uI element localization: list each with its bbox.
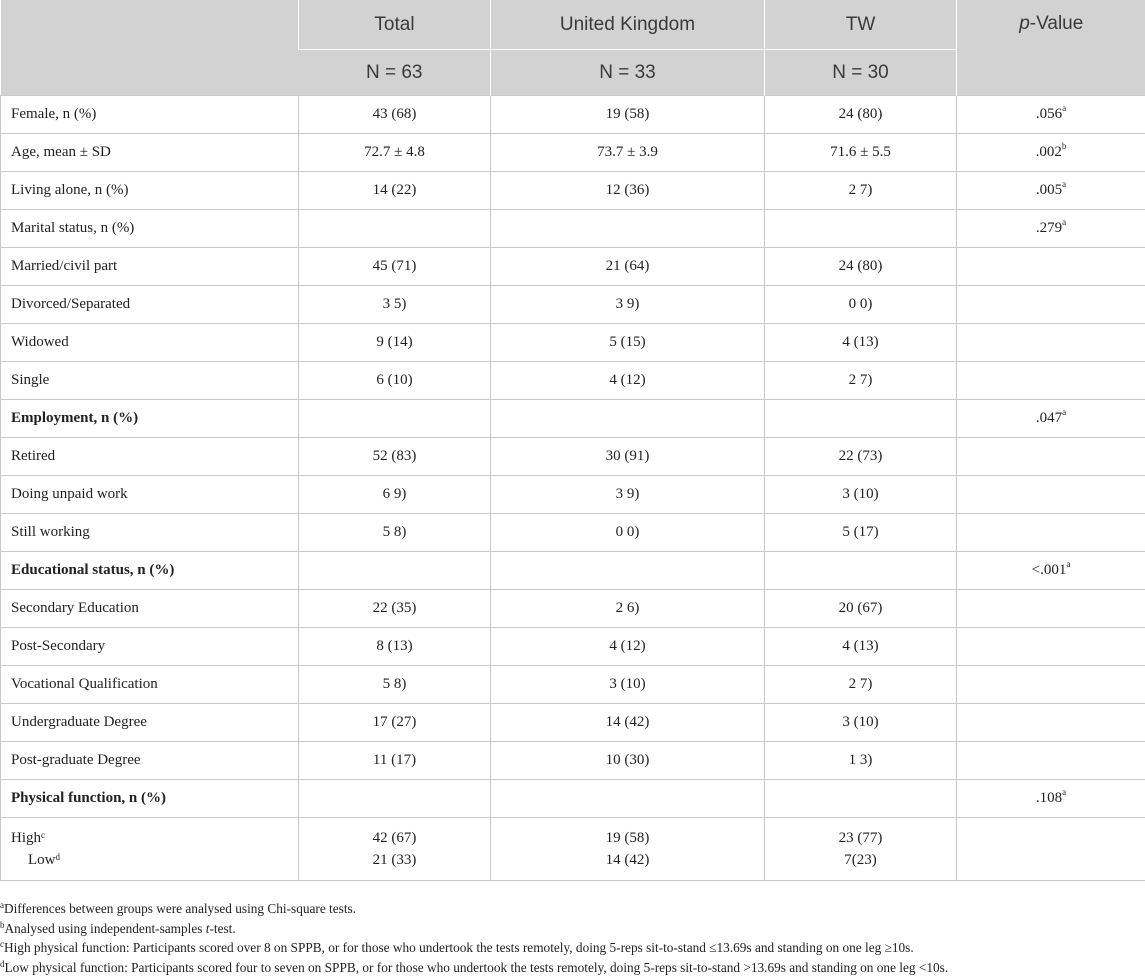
cell-p-value: .005$^a$: [957, 172, 1145, 210]
cell-uk: [491, 780, 765, 818]
header-row-groups: [1, 0, 1145, 50]
footnote-d: $^d$Low physical function: Participants scored four to seven on SPPB, or for those who undertook the tests remotely, doing 5-reps sit-to-stand >13.69s and standing on one leg <10s.: [0, 958, 949, 975]
row-label: Physical function, n (%): [1, 780, 299, 818]
table-row: [1, 552, 1145, 590]
cell-total: 14 (22): [299, 172, 491, 210]
cell-uk: [491, 400, 765, 438]
cell-total: 3 5): [299, 286, 491, 324]
cell-uk: 2 6): [491, 590, 765, 628]
cell-uk: 21 (64): [491, 248, 765, 286]
cell-tw: 5 (17): [765, 514, 957, 552]
cell-tw: 20 (67): [765, 590, 957, 628]
table-row: [1, 628, 1145, 666]
table-row: [1, 780, 1145, 818]
footnote-c: $^c$High physical function: Participants scored over 8 on SPPB, or for those who undertook the tests remotely, doing 5-reps sit-to-stand ≤13.69s and standing on one leg ≥10s.: [0, 939, 914, 955]
table-row: [1, 362, 1145, 400]
cell-tw: 3 (10): [765, 476, 957, 514]
cell-p-value: [957, 286, 1145, 324]
table-row: [1, 476, 1145, 514]
table-row-physical-levels: [1, 818, 1145, 881]
table-row: [1, 134, 1145, 172]
row-label: Divorced/Separated: [1, 286, 299, 324]
cell-total: 5 8): [299, 666, 491, 704]
cell-tw: 71.6 ± 5.5: [765, 134, 957, 172]
cell-total: [299, 552, 491, 590]
cell-total: 45 (71): [299, 248, 491, 286]
cell-tw: 2 7): [765, 172, 957, 210]
cell-tw: 0 0): [765, 286, 957, 324]
table-row: [1, 286, 1145, 324]
header-n-total: N = 63: [299, 50, 491, 96]
cell-uk: 3 (10): [491, 666, 765, 704]
cell-uk: [491, 210, 765, 248]
row-label: Educational status, n (%): [1, 552, 299, 590]
cell-p-value: [957, 590, 1145, 628]
cell-uk: 30 (91): [491, 438, 765, 476]
cell-p-value: <.001$^a$: [957, 552, 1145, 590]
cell-p-value: [957, 514, 1145, 552]
header-uk: United Kingdom: [491, 0, 765, 50]
table-row: [1, 248, 1145, 286]
cell-p-value: [957, 248, 1145, 286]
header-n-tw: N = 30: [765, 50, 957, 96]
cell-p-value: .108$^a$: [957, 780, 1145, 818]
label-high: High$^c$: [11, 830, 45, 846]
cell-total: 8 (13): [299, 628, 491, 666]
cell-uk: 3 9): [491, 286, 765, 324]
cell-total: 6 9): [299, 476, 491, 514]
header-blank-cell: [1, 0, 299, 96]
cell-uk: 4 (12): [491, 628, 765, 666]
cell-tw: 4 (13): [765, 324, 957, 362]
row-label: Post-graduate Degree: [1, 742, 299, 780]
header-tw: TW: [765, 0, 957, 50]
cell-total: 52 (83): [299, 438, 491, 476]
cell-uk-physical-levels: 19 (58) 14 (42): [491, 818, 765, 881]
cell-total: 9 (14): [299, 324, 491, 362]
cell-tw: 2 7): [765, 666, 957, 704]
row-label: Undergraduate Degree: [1, 704, 299, 742]
footnote-a: $^a$Differences between groups were analysed using Chi-square tests.: [0, 900, 357, 916]
row-label: Single: [1, 362, 299, 400]
cell-uk: 12 (36): [491, 172, 765, 210]
cell-total: 5 8): [299, 514, 491, 552]
table-row: [1, 172, 1145, 210]
row-label: Widowed: [1, 324, 299, 362]
row-label: Married/civil part: [1, 248, 299, 286]
cell-tw: 3 (10): [765, 704, 957, 742]
cell-p-physical-levels: [957, 818, 1145, 881]
header-n-uk: N = 33: [491, 50, 765, 96]
cell-total: 22 (35): [299, 590, 491, 628]
table-row: [1, 210, 1145, 248]
cell-p-value: [957, 438, 1145, 476]
cell-uk: 19 (58): [491, 96, 765, 134]
cell-tw: [765, 780, 957, 818]
row-label: Doing unpaid work: [1, 476, 299, 514]
cell-p-value: [957, 628, 1145, 666]
row-label-physical-levels: [1, 818, 299, 881]
cell-tw: 24 (80): [765, 248, 957, 286]
cell-tw-physical-levels: 23 (77) 7(23): [765, 818, 957, 881]
cell-uk: 4 (12): [491, 362, 765, 400]
table-body: [1, 96, 1145, 881]
cell-tw: [765, 552, 957, 590]
row-label: Employment, n (%): [1, 400, 299, 438]
cell-p-value: [957, 666, 1145, 704]
table-header: [1, 0, 1145, 96]
cell-total: [299, 400, 491, 438]
cell-tw: 4 (13): [765, 628, 957, 666]
row-label: Retired: [1, 438, 299, 476]
footnote-b: $^b$Analysed using independent-samples t-test.: [0, 919, 236, 936]
cell-uk: [491, 552, 765, 590]
table-row: [1, 590, 1145, 628]
row-label: Vocational Qualification: [1, 666, 299, 704]
cell-tw: 24 (80): [765, 96, 957, 134]
header-pvalue: [957, 0, 1145, 96]
cell-total: 11 (17): [299, 742, 491, 780]
cell-tw: [765, 400, 957, 438]
header-total: Total: [299, 0, 491, 50]
row-label: Secondary Education: [1, 590, 299, 628]
cell-p-value: [957, 704, 1145, 742]
table-footnotes: [0, 899, 1145, 977]
cell-tw: 2 7): [765, 362, 957, 400]
cell-p-value: [957, 362, 1145, 400]
cell-p-value: .279$^a$: [957, 210, 1145, 248]
table-row: [1, 324, 1145, 362]
cell-total: [299, 780, 491, 818]
cell-total-physical-levels: 42 (67) 21 (33): [299, 818, 491, 881]
cell-total: [299, 210, 491, 248]
cell-total: 6 (10): [299, 362, 491, 400]
cell-uk: 10 (30): [491, 742, 765, 780]
cell-tw: [765, 210, 957, 248]
table-row: [1, 514, 1145, 552]
row-label: Marital status, n (%): [1, 210, 299, 248]
row-label: Female, n (%): [1, 96, 299, 134]
row-label: Age, mean ± SD: [1, 134, 299, 172]
row-label: Post-Secondary: [1, 628, 299, 666]
table-row: [1, 704, 1145, 742]
cell-uk: 5 (15): [491, 324, 765, 362]
table-row: [1, 666, 1145, 704]
cell-p-value: .056$^a$: [957, 96, 1145, 134]
cell-tw: 22 (73): [765, 438, 957, 476]
cell-p-value: [957, 742, 1145, 780]
cell-uk: 14 (42): [491, 704, 765, 742]
header-pvalue-p: p: [1019, 13, 1030, 34]
table-row: [1, 400, 1145, 438]
cell-uk: 0 0): [491, 514, 765, 552]
row-label: Living alone, n (%): [1, 172, 299, 210]
table-row: [1, 96, 1145, 134]
cell-uk: 3 9): [491, 476, 765, 514]
label-low: Low$^d$: [28, 852, 60, 868]
cell-p-value: .047$^a$: [957, 400, 1145, 438]
header-pvalue-rest: -Value: [1029, 13, 1084, 34]
cell-total: 43 (68): [299, 96, 491, 134]
cell-p-value: .002$^b$: [957, 134, 1145, 172]
cell-p-value: [957, 324, 1145, 362]
row-label: Still working: [1, 514, 299, 552]
table-row: [1, 742, 1145, 780]
cell-total: 72.7 ± 4.8: [299, 134, 491, 172]
cell-uk: 73.7 ± 3.9: [491, 134, 765, 172]
cell-total: 17 (27): [299, 704, 491, 742]
cell-tw: 1 3): [765, 742, 957, 780]
cell-p-value: [957, 476, 1145, 514]
table-row: [1, 438, 1145, 476]
